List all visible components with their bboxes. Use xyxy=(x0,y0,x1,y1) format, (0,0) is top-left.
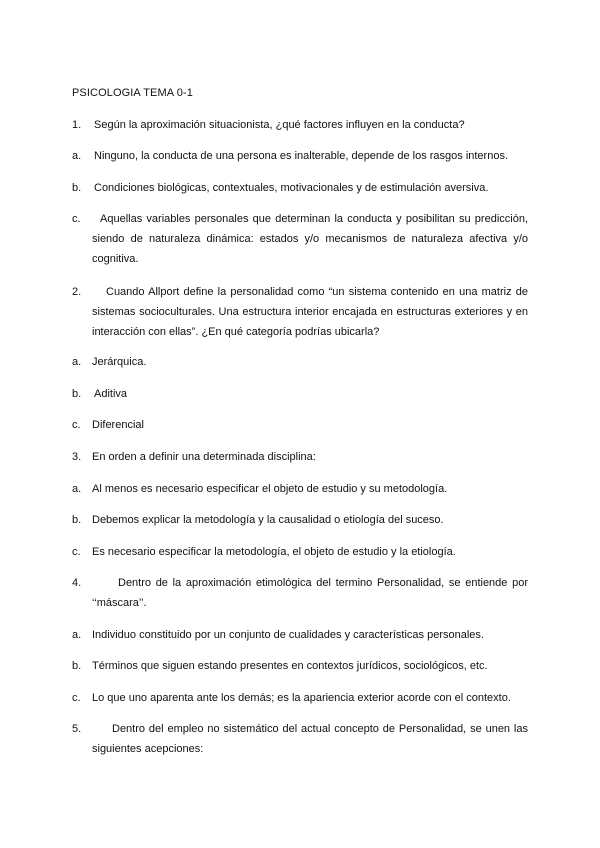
item-text: Diferencial xyxy=(92,419,144,431)
item-text: Según la aproximación situacionista, ¿qué factores influyen en la conducta? xyxy=(94,119,465,131)
item-marker: c. xyxy=(72,546,81,558)
item-marker: c. xyxy=(72,419,81,431)
answer-2c xyxy=(72,415,528,435)
item-text: Aquellas variables personales que determinan la conducta y posibilitan su predicción, siendo de naturaleza dinámica: estados y/o mecanismos de naturaleza afectiva y/o cognitiva. xyxy=(92,213,528,265)
item-text: Individuo constituido por un conjunto de cualidades y características personales. xyxy=(92,629,484,641)
item-marker: c. xyxy=(72,213,81,225)
item-text: Dentro del empleo no sistemático del actual concepto de Personalidad, se unen las siguientes acepciones: xyxy=(92,723,528,755)
question-4 xyxy=(72,573,528,613)
item-marker: 4. xyxy=(72,577,82,589)
answer-4c xyxy=(72,688,528,708)
item-text: Jerárquica. xyxy=(92,356,147,368)
document-title: PSICOLOGIA TEMA 0-1 xyxy=(72,87,193,99)
item-marker: 3. xyxy=(72,451,82,463)
item-marker: b. xyxy=(72,660,82,672)
answer-1c xyxy=(72,209,528,269)
answer-4b xyxy=(72,656,528,676)
item-text: Condiciones biológicas, contextuales, motivacionales y de estimulación aversiva. xyxy=(94,182,489,194)
answer-1b xyxy=(72,178,528,198)
item-marker: b. xyxy=(72,182,82,194)
item-text: Aditiva xyxy=(94,388,128,400)
item-marker: a. xyxy=(72,150,82,162)
question-3 xyxy=(72,447,528,467)
item-marker: b. xyxy=(72,388,82,400)
item-marker: 2. xyxy=(72,286,82,298)
answer-2a xyxy=(72,352,528,372)
answer-2b xyxy=(72,384,528,404)
answer-3c xyxy=(72,542,528,562)
item-text: Es necesario especificar la metodología, el objeto de estudio y la etiología. xyxy=(92,546,456,558)
question-1 xyxy=(72,115,528,135)
answer-3b xyxy=(72,510,528,530)
item-marker: 5. xyxy=(72,723,82,735)
answer-3a xyxy=(72,479,528,499)
item-text: Al menos es necesario especificar el objeto de estudio y su metodología. xyxy=(92,483,448,495)
question-2 xyxy=(72,282,528,342)
item-text: Ninguno, la conducta de una persona es inalterable, depende de los rasgos internos. xyxy=(94,150,509,162)
answer-4a xyxy=(72,625,528,645)
answer-1a xyxy=(72,146,528,166)
item-text: Debemos explicar la metodología y la causalidad o etiología del suceso. xyxy=(92,514,444,526)
item-marker: a. xyxy=(72,629,82,641)
item-marker: b. xyxy=(72,514,82,526)
item-text: Cuando Allport define la personalidad como “un sistema contenido en una matriz de sistemas socioculturales. Una estructura interior encajada en estructuras exteriores y en interacción con ellas”. ¿En qué categoría podrías ubicarla? xyxy=(92,286,528,338)
item-text: Términos que siguen estando presentes en contextos jurídicos, sociológicos, etc. xyxy=(92,660,488,672)
item-marker: 1. xyxy=(72,119,82,131)
item-marker: a. xyxy=(72,483,82,495)
item-marker: c. xyxy=(72,692,81,704)
item-text: Lo que uno aparenta ante los demás; es la apariencia exterior acorde con el contexto. xyxy=(92,692,511,704)
item-text: Dentro de la aproximación etimológica del termino Personalidad, se entiende por ‘‘máscara’’. xyxy=(92,577,528,609)
question-5 xyxy=(72,719,528,759)
item-marker: a. xyxy=(72,356,82,368)
item-text: En orden a definir una determinada disciplina: xyxy=(92,451,316,463)
